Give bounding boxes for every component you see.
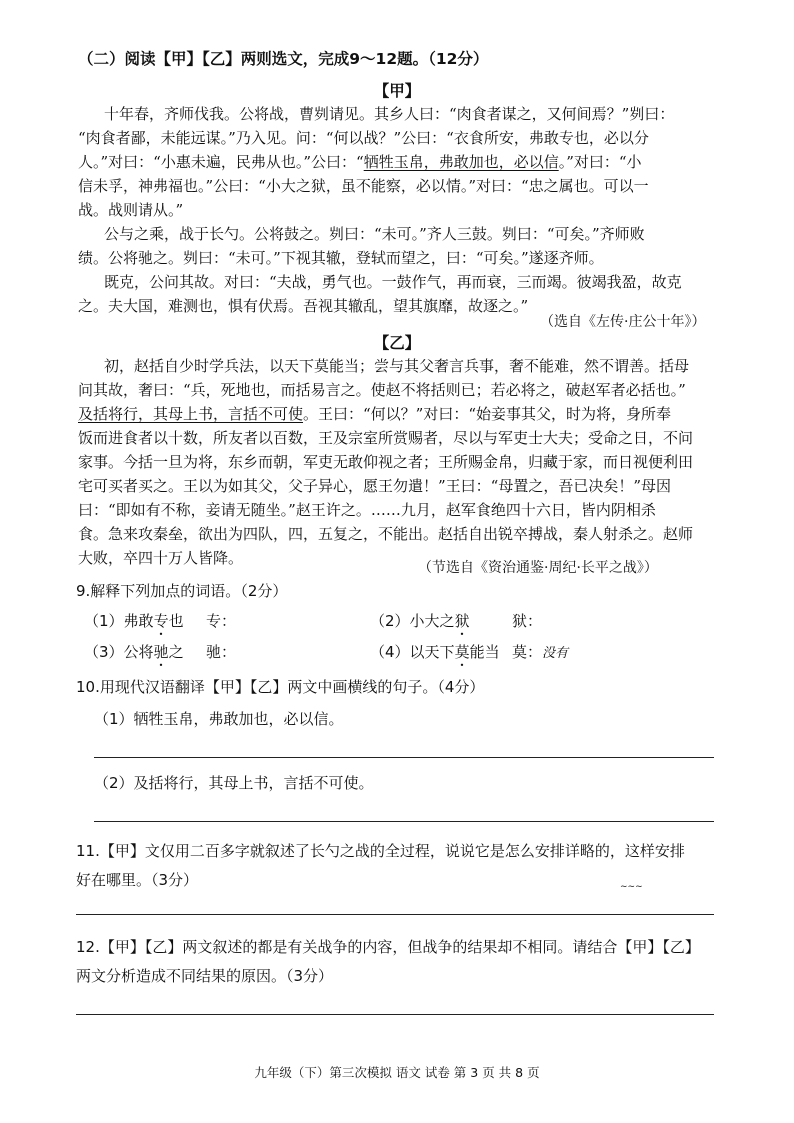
passage-yi-line: 曰：“即如有不称，妾请无随坐。”赵王许之。……九月，赵军食绝四十六日，皆内阴相杀: [78, 501, 656, 519]
page-footer: 九年级（下）第三次模拟 语文 试卷 第 3 页 共 8 页: [254, 1065, 540, 1080]
dotted-word: 驰: [153, 643, 169, 661]
answer-line[interactable]: [94, 821, 714, 822]
question-10-sentence-1: （1）牺牲玉帛，弗敢加也，必以信。: [94, 710, 344, 728]
answer-line[interactable]: [76, 914, 714, 915]
passage-yi-source: （节选自《资治通鉴·周纪·长平之战》）: [418, 560, 658, 576]
passage-yi-line: 问其故，奢曰：“兵，死地也，而括易言之。使赵不将括则已；若必将之，破赵军者必括也。”: [78, 381, 686, 399]
question-9-item-1: （1）弗敢专也: [84, 612, 184, 630]
passage-yi-line: 大败，卒四十万人皆降。: [78, 549, 244, 567]
question-10-stem: 10.用现代汉语翻译【甲】【乙】两文中画横线的句子。（4分）: [76, 678, 485, 696]
question-11-line-2: 好在哪里。（3分）: [76, 871, 199, 889]
passage-yi-line: 家事。今括一旦为将，东乡而朝，军吏无敢仰视之者；王所赐金帛，归藏于家，而日视便利田: [78, 453, 694, 471]
dotted-word: 狱: [454, 612, 470, 630]
passage-jia-heading: 【甲】: [373, 82, 421, 100]
passage-yi-text: 。王曰：“何以？”对曰：“始妾事其父，时为将，身所奉: [303, 405, 672, 423]
question-12-line-2: 两文分析造成不同结果的原因。（3分）: [76, 967, 334, 985]
passage-yi-heading: 【乙】: [373, 334, 421, 352]
passage-jia-line: 绩。公将驰之。刿曰：“未可。”下视其辙，登轼而望之，曰：“可矣。”遂逐齐师。: [78, 249, 604, 267]
question-11-line-1: 11.【甲】文仅用二百多字就叙述了长勺之战的全过程，说说它是怎么安排详略的，这样安排: [76, 842, 685, 860]
section-title: （二）阅读【甲】【乙】两则选文，完成9～12题。（12分）: [78, 50, 489, 68]
question-12-line-1: 12.【甲】【乙】两文叙述的都是有关战争的内容，但战争的结果却不相同。请结合【甲】【乙】: [76, 938, 700, 956]
passage-jia-text: 。”对曰：“小: [558, 153, 642, 171]
question-9-item-4: （4）以天下莫能当: [370, 643, 500, 661]
question-9-stem: 9.解释下列加点的词语。（2分）: [76, 582, 288, 600]
passage-yi-line: 饭而进食者以十数，所友者以百数，王及宗室所赏赐者，尽以与军吏士大夫；受命之日，不问: [78, 429, 694, 447]
passage-yi-line: 食。急来攻秦垒，欲出为四队，四，五复之，不能出。赵括自出锐卒搏战，秦人射杀之。赵师: [78, 525, 694, 543]
passage-yi-line: 初，赵括自少时学兵法，以天下莫能当；尝与其父奢言兵事，奢不能难，然不谓善。括母: [104, 357, 690, 375]
answer-line[interactable]: [94, 757, 714, 758]
passage-yi-line: [78, 403, 671, 425]
underlined-sentence-jia: 牺牲玉帛，弗敢加也，必以信: [363, 153, 559, 171]
passage-jia-line: 公与之乘，战于长勺。公将鼓之。刿曰：“未可。”齐人三鼓。刿曰：“可矣。”齐师败: [104, 225, 645, 243]
passage-jia-line: [78, 151, 642, 173]
passage-jia-line: “肉食者鄙，未能远谋。”乃入见。问：“何以战？”公曰：“衣食所安，弗敢专也，必以分: [78, 129, 649, 147]
answer-field-4[interactable]: 莫：没有: [512, 643, 569, 661]
pen-mark: ~~~: [620, 882, 643, 892]
dotted-word: 莫: [454, 643, 470, 661]
dotted-word: 专: [153, 612, 169, 630]
question-9-item-3: （3）公将驰之: [84, 643, 184, 661]
passage-jia-text: 人。”对曰：“小惠未遍，民弗从也。”公曰：“: [78, 153, 364, 171]
passage-jia-line: 信未孚，神弗福也。”公曰：“小大之狱，虽不能察，必以情。”对曰：“忠之属也。可以一: [78, 177, 649, 195]
question-9-item-2: （2）小大之狱: [370, 612, 470, 630]
underlined-sentence-yi: 及括将行，其母上书，言括不可使: [78, 405, 304, 423]
handwritten-answer: 没有: [542, 646, 569, 661]
passage-jia-line: 十年春，齐师伐我。公将战，曹刿请见。其乡人曰：“肉食者谋之，又何间焉？”刿曰：: [104, 105, 675, 123]
answer-field-1[interactable]: 专：: [206, 612, 237, 630]
passage-jia-line: 既克，公问其故。对曰：“夫战，勇气也。一鼓作气，再而衰，三而竭。彼竭我盈，故克: [104, 273, 682, 291]
passage-jia-source: （选自《左传·庄公十年》）: [540, 314, 706, 330]
question-10-sentence-2: （2）及括将行，其母上书，言括不可使。: [94, 774, 374, 792]
answer-field-3[interactable]: 驰：: [206, 643, 237, 661]
passage-jia-line: 战。战则请从。”: [78, 201, 184, 219]
answer-line[interactable]: [76, 1014, 714, 1015]
answer-field-2[interactable]: 狱：: [512, 612, 543, 630]
passage-jia-line: 之。夫大国，难测也，惧有伏焉。吾视其辙乱，望其旗靡，故逐之。”: [78, 297, 529, 315]
passage-yi-line: 宅可买者买之。王以为如其父，父子异心，愿王勿遣！”王曰：“母置之，吾已决矣！”母因: [78, 477, 672, 495]
